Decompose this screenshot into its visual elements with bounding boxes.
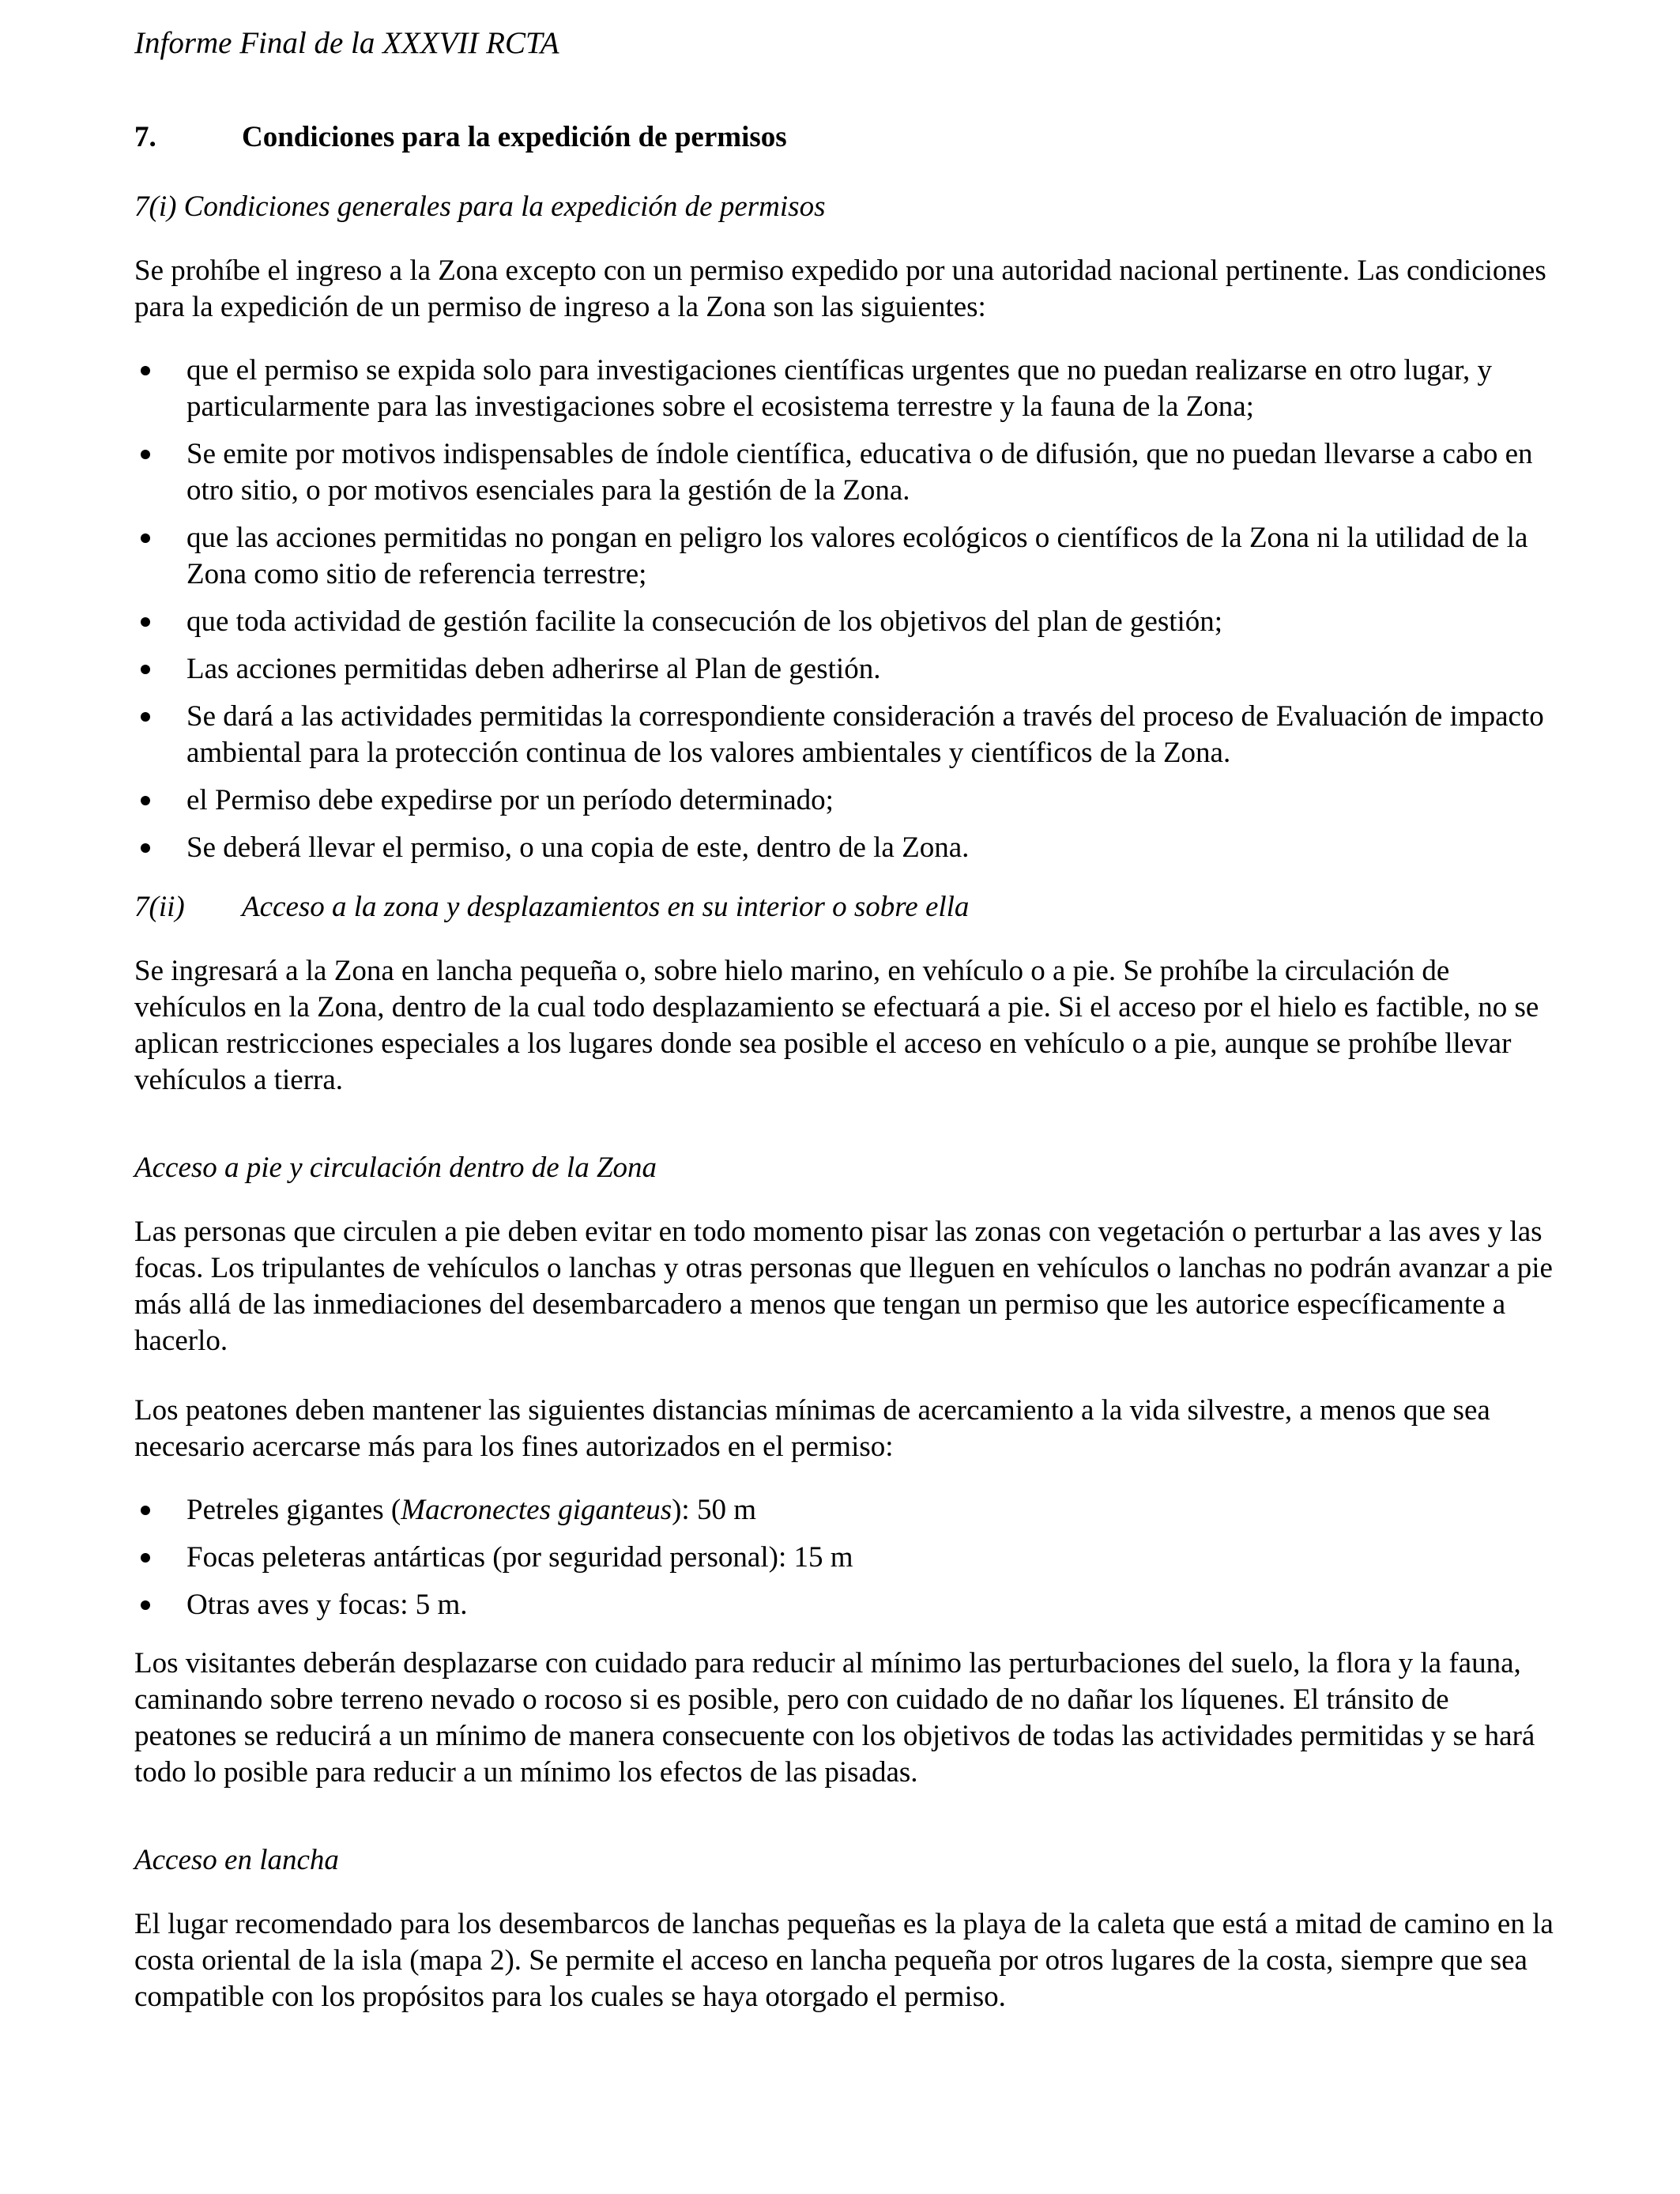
permit-conditions-list: [134, 352, 1557, 866]
running-header: Informe Final de la XXXVII RCTA: [134, 26, 559, 60]
list-item: [134, 520, 1557, 593]
list-item-text: que el permiso se expida solo para investigaciones científicas urgentes que no puedan realizarse en otro lugar, y particularmente para las investigaciones sobre el ecosistema terrestre y la fauna de la Zona;: [186, 354, 1492, 423]
list-item-text: Focas peleteras antárticas (por seguridad personal): 15 m: [186, 1541, 853, 1574]
list-item-text: Se dará a las actividades permitidas la correspondiente consideración a través del proceso de Evaluación de impacto ambiental para la protección continua de los valores ambientales y científicos de la Zona.: [186, 700, 1544, 769]
list-item-text: el Permiso debe expedirse por un período determinado;: [186, 784, 834, 816]
list-item: [134, 830, 1557, 866]
paragraph-foot-access-3: Los visitantes deberán desplazarse con cuidado para reducir al mínimo las perturbaciones del suelo, la flora y la fauna, caminando sobre terreno nevado o rocoso si es posible, pero con cuidado de no dañar los líquenes. El tránsito de peatones se reducirá a un mínimo de manera consecuente con los objetivos de todas las actividades permitidas y se hará todo lo posible para reducir a un mínimo los efectos de las pisadas.: [134, 1647, 1535, 1789]
list-item: [134, 699, 1557, 771]
paragraph-access: Se ingresará a la Zona en lancha pequeña o, sobre hielo marino, en vehículo o a pie. Se prohíbe la circulación de vehículos en la Zona, dentro de la cual todo desplazamiento se efectuará a pie. Si el acceso por el hielo es factible, no se aplican restricciones especiales a los lugares donde sea posible el acceso en vehículo o a pie, aunque se prohíbe llevar vehículos a tierra.: [134, 955, 1539, 1096]
scientific-name: Macronectes giganteus: [401, 1494, 672, 1526]
list-item-text: que toda actividad de gestión facilite la consecución de los objetivos del plan de gestión;: [186, 605, 1223, 638]
list-item-text: Se emite por motivos indispensables de índole científica, educativa o de difusión, que no puedan llevarse a cabo en otro sitio, o por motivos esenciales para la gestión de la Zona.: [186, 438, 1533, 507]
subsection-number: 7(ii): [134, 891, 185, 923]
paragraph-foot-access-2: Los peatones deben mantener las siguientes distancias mínimas de acercamiento a la vida silvestre, a menos que sea necesario acercarse más para los fines autorizados en el permiso:: [134, 1394, 1490, 1463]
bullet-icon: [141, 796, 150, 805]
bullet-icon: [141, 1600, 150, 1610]
bullet-icon: [141, 617, 150, 627]
list-item: [134, 1540, 1557, 1576]
paragraph-permit-intro: Se prohíbe el ingreso a la Zona excepto con un permiso expedido por una autoridad nacional pertinente. Las condiciones para la expedición de un permiso de ingreso a la Zona son las siguientes:: [134, 254, 1546, 323]
bullet-icon: [141, 450, 150, 459]
subsection-heading-boat-access: Acceso en lancha: [134, 1844, 339, 1876]
list-item: [134, 1492, 1557, 1529]
subsection-heading-access: [134, 888, 1557, 926]
section-number: 7.: [134, 121, 156, 153]
list-item-text-pre: Petreles gigantes (: [186, 1494, 401, 1526]
section-heading: [134, 119, 1557, 156]
distance-list: [134, 1492, 1557, 1623]
list-item: [134, 604, 1557, 640]
section-title: Condiciones para la expedición de permisos: [242, 121, 787, 153]
bullet-icon: [141, 1506, 150, 1515]
list-item-text: Las acciones permitidas deben adherirse al Plan de gestión.: [186, 653, 881, 685]
bullet-icon: [141, 1553, 150, 1563]
list-item: [134, 782, 1557, 819]
list-item-text: Se deberá llevar el permiso, o una copia de este, dentro de la Zona.: [186, 831, 970, 864]
bullet-icon: [141, 712, 150, 722]
bullet-icon: [141, 366, 150, 375]
bullet-icon: [141, 665, 150, 674]
bullet-icon: [141, 533, 150, 543]
list-item: [134, 436, 1557, 509]
list-item-text-post: ): 50 m: [672, 1494, 756, 1526]
subsection-heading-foot-access: Acceso a pie y circulación dentro de la Zona: [134, 1152, 657, 1184]
list-item: [134, 1587, 1557, 1623]
document-page: [134, 24, 1557, 2042]
bullet-icon: [141, 843, 150, 853]
list-item: [134, 651, 1557, 688]
list-item-text: que las acciones permitidas no pongan en peligro los valores ecológicos o científicos de la Zona ni la utilidad de la Zona como sitio de referencia terrestre;: [186, 522, 1528, 590]
list-item-text: Otras aves y focas: 5 m.: [186, 1589, 468, 1621]
paragraph-foot-access-1: Las personas que circulen a pie deben evitar en todo momento pisar las zonas con vegetación o perturbar a las aves y las focas. Los tripulantes de vehículos o lanchas y otras personas que lleguen en vehículos o lanchas no podrán avanzar a pie más allá de las inmediaciones del desembarcadero a menos que tengan un permiso que les autorice específicamente a hacerlo.: [134, 1216, 1553, 1357]
list-item: [134, 352, 1557, 425]
subsection-title: Acceso a la zona y desplazamientos en su interior o sobre ella: [242, 891, 970, 923]
paragraph-boat-access: El lugar recomendado para los desembarcos de lanchas pequeñas es la playa de la caleta que está a mitad de camino en la costa oriental de la isla (mapa 2). Se permite el acceso en lancha pequeña por otros lugares de la costa, siempre que sea compatible con los propósitos para los cuales se haya otorgado el permiso.: [134, 1908, 1554, 2013]
subsection-heading-general-conditions: 7(i) Condiciones generales para la expedición de permisos: [134, 190, 826, 223]
